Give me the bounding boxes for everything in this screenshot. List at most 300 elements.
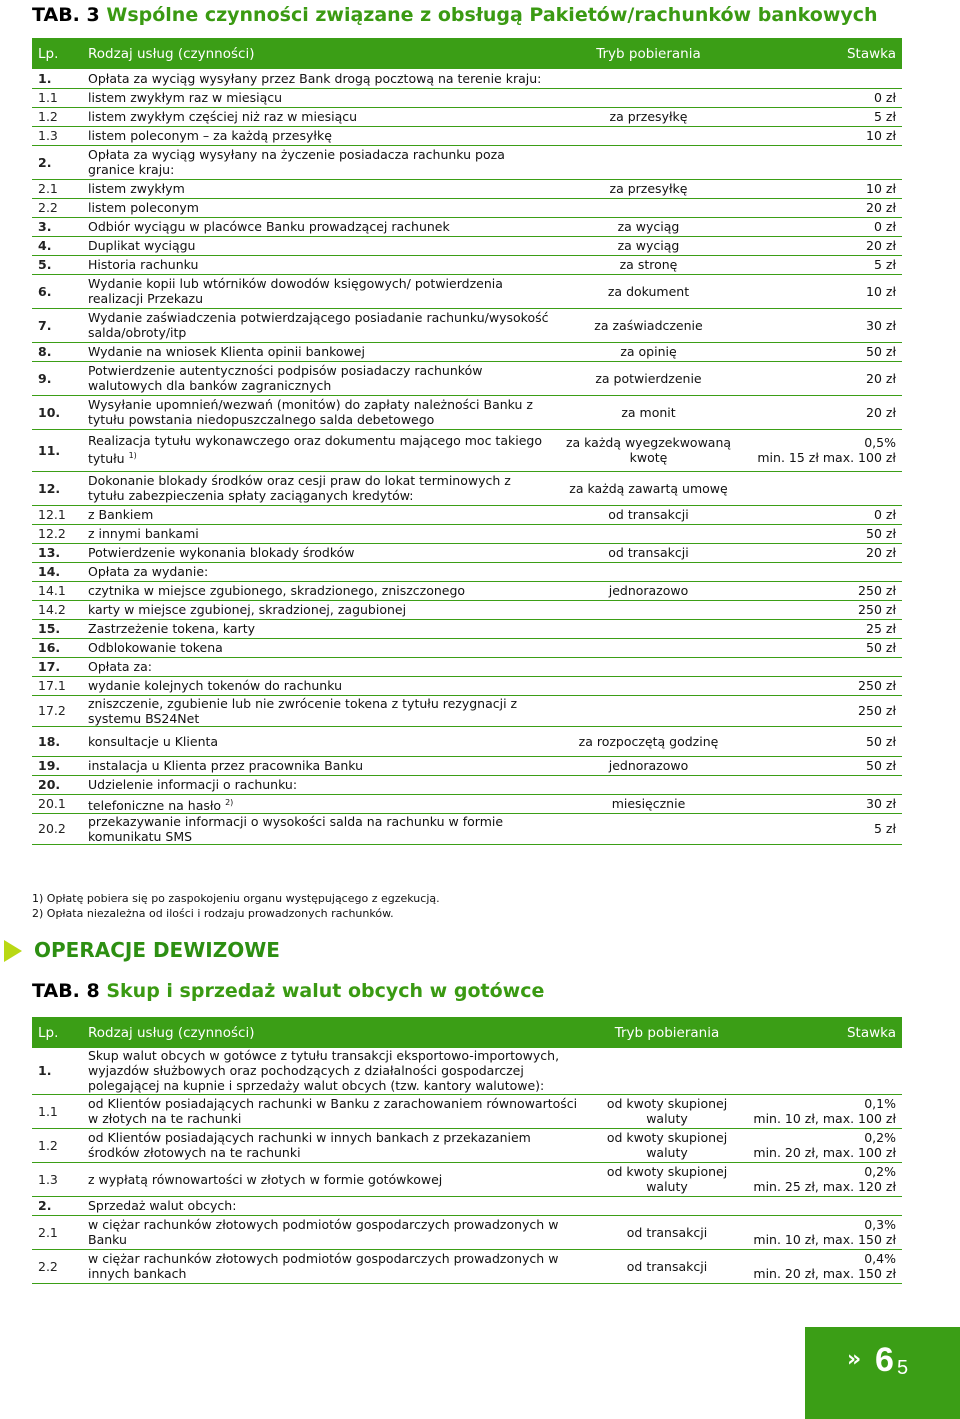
row-mode <box>557 88 740 107</box>
table-row <box>32 1094 902 1128</box>
row-rate-value: 10 zł <box>866 181 896 196</box>
row-mode: za przesyłkę <box>557 107 740 126</box>
row-lp: 17.1 <box>32 676 82 695</box>
row-rate-value: 0,5% <box>864 435 896 450</box>
row-lp: 3. <box>32 217 82 236</box>
row-mode: za stronę <box>557 255 740 274</box>
row-mode: za zaświadczenie <box>557 308 740 342</box>
row-lp: 6. <box>32 274 82 308</box>
row-service <box>82 813 557 844</box>
row-rate <box>740 69 902 88</box>
row-mode: od kwoty skupionej waluty <box>592 1128 742 1162</box>
row-rate <box>740 524 902 543</box>
row-lp: 20.2 <box>32 813 82 844</box>
table-row <box>32 581 902 600</box>
row-service <box>82 145 557 179</box>
table-row <box>32 107 902 126</box>
row-rate-value: 30 zł <box>866 317 896 333</box>
row-service <box>82 1048 592 1094</box>
row-mode <box>557 69 740 88</box>
row-service <box>82 581 557 600</box>
row-rate <box>740 775 902 794</box>
row-service <box>82 395 557 429</box>
row-mode <box>557 638 740 657</box>
row-rate <box>742 1249 902 1283</box>
row-rate-value: 10 zł <box>866 283 896 299</box>
table-3-number: TAB. 3 <box>32 4 100 26</box>
row-service-text: Skup walut obcych w gotówce z tytułu transakcji eksportowo-importowych, wyjazdów służbowych oraz pochodzących z działalności gospodarczej polegającej na kupnie i sprzedaży walut obcych (tzw. kantory walutowe): <box>88 1048 560 1094</box>
row-service-text: zniszczenie, zgubienie lub nie zwrócenie tokena z tytułu rezygnacji z systemu BS24Net <box>88 695 518 726</box>
row-rate-value: 250 zł <box>858 678 896 693</box>
footnote-1: 1) Opłatę pobiera się po zaspokojeniu organu występującego z egzekucją. <box>32 892 440 905</box>
row-service <box>82 1094 592 1128</box>
row-lp: 5. <box>32 255 82 274</box>
table-row <box>32 619 902 638</box>
row-lp: 15. <box>32 619 82 638</box>
row-rate-value: 0,1% <box>864 1096 896 1111</box>
table-row <box>32 395 902 429</box>
row-rate <box>740 638 902 657</box>
row-service <box>82 1162 592 1196</box>
table-row <box>32 1196 902 1215</box>
table-row <box>32 1048 902 1094</box>
row-service-text: Odbiór wyciągu w placówce Banku prowadzącej rachunek <box>88 219 450 234</box>
footnote-marker: 2) <box>225 797 234 807</box>
row-mode: za każdą zawartą umowę <box>557 471 740 505</box>
row-rate <box>740 619 902 638</box>
col-service-header: Rodzaj usług (czynności) <box>82 38 557 69</box>
row-lp: 7. <box>32 308 82 342</box>
table-row <box>32 775 902 794</box>
row-rate-limits: min. 20 zł, max. 150 zł <box>753 1266 896 1281</box>
footnote-2: 2) Opłata niezależna od ilości i rodzaju prowadzonych rachunków. <box>32 907 394 920</box>
table-row <box>32 1162 902 1196</box>
col-service-header: Rodzaj usług (czynności) <box>82 1017 592 1048</box>
row-service-text: od Klientów posiadających rachunki w innych bankach z przekazaniem środków złotowych na te rachunki <box>88 1130 531 1160</box>
row-mode: za wyciąg <box>557 236 740 255</box>
table-8-header-row <box>32 1017 902 1048</box>
row-lp: 1.3 <box>32 1162 82 1196</box>
row-service <box>82 69 557 88</box>
row-lp: 20.1 <box>32 794 82 813</box>
row-rate <box>740 756 902 775</box>
row-rate <box>740 600 902 619</box>
row-service-text: Realizacja tytułu wykonawczego oraz dokumentu mającego moc takiego tytułu <box>88 433 542 467</box>
row-rate-value: 5 zł <box>873 821 896 837</box>
row-rate <box>740 581 902 600</box>
row-lp: 2.2 <box>32 1249 82 1283</box>
row-service <box>82 198 557 217</box>
row-lp: 1.1 <box>32 88 82 107</box>
row-mode: od transakcji <box>592 1249 742 1283</box>
row-service-text: Opłata za wyciąg wysyłany przez Bank drogą pocztową na terenie kraju: <box>88 70 542 86</box>
table-row <box>32 600 902 619</box>
row-service-text: Opłata za: <box>88 659 152 674</box>
table-row <box>32 1128 902 1162</box>
table-row <box>32 1249 902 1283</box>
row-rate <box>740 505 902 524</box>
row-mode <box>557 198 740 217</box>
row-rate-limits: min. 10 zł, max. 150 zł <box>753 1232 896 1247</box>
row-service-text: Wydanie kopii lub wtórników dowodów księgowych/ potwierdzenia realizacji Przekazu <box>88 276 503 306</box>
row-lp: 19. <box>32 756 82 775</box>
row-service <box>82 1196 592 1215</box>
row-service-text: listem zwykłym raz w miesiącu <box>88 90 283 105</box>
row-mode <box>592 1196 742 1215</box>
row-rate-value: 20 zł <box>866 238 896 253</box>
row-mode: za przesyłkę <box>557 179 740 198</box>
table-row <box>32 274 902 308</box>
row-lp: 11. <box>32 429 82 471</box>
row-mode <box>557 657 740 676</box>
row-service <box>82 274 557 308</box>
row-mode <box>557 695 740 726</box>
row-rate-value: 250 zł <box>858 703 896 718</box>
row-mode <box>557 600 740 619</box>
table-row <box>32 342 902 361</box>
row-rate-value: 0,2% <box>864 1130 896 1145</box>
section-arrow-icon <box>4 940 22 962</box>
row-rate-limits: min. 25 zł, max. 120 zł <box>753 1179 896 1194</box>
row-lp: 1.1 <box>32 1094 82 1128</box>
row-mode: od transakcji <box>557 505 740 524</box>
table-8-body <box>32 1048 902 1283</box>
row-rate-value: 0 zł <box>873 90 896 105</box>
row-rate <box>740 236 902 255</box>
row-lp: 13. <box>32 543 82 562</box>
row-service <box>82 255 557 274</box>
row-lp: 2.2 <box>32 198 82 217</box>
row-service <box>82 562 557 581</box>
row-rate <box>740 274 902 308</box>
table-row <box>32 657 902 676</box>
footnote-marker: 1) <box>128 451 137 461</box>
row-rate-value: 0 zł <box>873 507 896 522</box>
row-service <box>82 756 557 775</box>
row-lp: 14.1 <box>32 581 82 600</box>
row-rate <box>740 726 902 756</box>
row-service-text: Zastrzeżenie tokena, karty <box>88 621 256 636</box>
row-lp: 4. <box>32 236 82 255</box>
table-row <box>32 88 902 107</box>
table-row <box>32 524 902 543</box>
col-rate-header: Stawka <box>740 38 902 69</box>
row-rate <box>740 88 902 107</box>
row-rate <box>740 255 902 274</box>
row-lp: 1. <box>32 69 82 88</box>
row-rate-value: 250 zł <box>858 583 896 598</box>
row-service <box>82 126 557 145</box>
row-service <box>82 695 557 726</box>
row-mode: od transakcji <box>557 543 740 562</box>
table-row <box>32 361 902 395</box>
row-mode <box>557 524 740 543</box>
row-lp: 12.1 <box>32 505 82 524</box>
table-row <box>32 69 902 88</box>
row-service-text: Odblokowanie tokena <box>88 640 223 655</box>
row-service <box>82 88 557 107</box>
table-8-title <box>32 980 544 1002</box>
row-service-text: Wydanie na wniosek Klienta opinii bankowej <box>88 344 365 359</box>
row-rate-value: 0,3% <box>864 1217 896 1232</box>
row-rate-value: 0 zł <box>873 219 896 234</box>
row-lp: 2.1 <box>32 1215 82 1249</box>
row-rate <box>742 1196 902 1215</box>
row-service-text: konsultacje u Klienta <box>88 733 219 749</box>
row-lp: 20. <box>32 775 82 794</box>
row-service <box>82 775 557 794</box>
row-mode: od transakcji <box>592 1215 742 1249</box>
row-lp: 12.2 <box>32 524 82 543</box>
row-mode: od kwoty skupionej waluty <box>592 1162 742 1196</box>
row-mode <box>557 676 740 695</box>
row-rate <box>740 198 902 217</box>
row-rate-limits: min. 10 zł, max. 100 zł <box>753 1111 896 1126</box>
row-service <box>82 308 557 342</box>
row-service-text: Opłata za wydanie: <box>88 564 209 579</box>
row-service <box>82 676 557 695</box>
table-8 <box>32 1017 902 1284</box>
row-lp: 8. <box>32 342 82 361</box>
row-rate <box>740 361 902 395</box>
row-lp: 14. <box>32 562 82 581</box>
row-service <box>82 1249 592 1283</box>
row-rate <box>740 179 902 198</box>
table-3-body <box>32 69 902 844</box>
row-rate-value: 0,2% <box>864 1164 896 1179</box>
row-rate-value: 10 zł <box>866 128 896 143</box>
row-service-text: listem zwykłym częściej niż raz w miesiącu <box>88 109 358 124</box>
row-rate-value: 5 zł <box>873 257 896 272</box>
row-mode: jednorazowo <box>557 756 740 775</box>
row-service-text: Wydanie zaświadczenia potwierdzającego posiadanie rachunku/wysokość salda/obroty/itp <box>88 310 549 340</box>
table-8-number: TAB. 8 <box>32 980 100 1002</box>
row-rate-value: 20 zł <box>866 545 896 560</box>
row-mode <box>557 775 740 794</box>
row-service-text: w ciężar rachunków złotowych podmiotów gospodarczych prowadzonych w Banku <box>88 1217 559 1247</box>
col-lp-header: Lp. <box>32 1017 82 1048</box>
row-mode: za rozpoczętą godzinę <box>557 726 740 756</box>
row-service-text: od Klientów posiadających rachunki w Banku z zarachowaniem równowartości w złotych na te rachunki <box>88 1096 578 1126</box>
row-rate-value: 30 zł <box>866 796 896 812</box>
row-service <box>82 217 557 236</box>
row-service-text: listem poleconym – za każdą przesyłkę <box>88 128 332 143</box>
table-row <box>32 308 902 342</box>
row-service <box>82 726 557 756</box>
row-rate <box>740 395 902 429</box>
row-rate-value: 5 zł <box>873 109 896 124</box>
row-lp: 1. <box>32 1048 82 1094</box>
table-row <box>32 695 902 726</box>
table-row <box>32 126 902 145</box>
row-rate-value: 25 zł <box>866 621 896 636</box>
row-lp: 1.2 <box>32 107 82 126</box>
table-row <box>32 638 902 657</box>
row-service <box>82 794 557 813</box>
page-sub-number: 5 <box>897 1357 909 1379</box>
row-rate <box>740 657 902 676</box>
row-rate <box>742 1048 902 1094</box>
row-service-text: listem zwykłym <box>88 181 185 196</box>
table-row <box>32 429 902 471</box>
row-rate <box>740 695 902 726</box>
row-service-text: Dokonanie blokady środków oraz cesji praw do lokat terminowych z tytułu zabezpieczenia spłaty zaciąganych kredytów: <box>88 473 511 503</box>
row-service <box>82 505 557 524</box>
table-row <box>32 1215 902 1249</box>
row-mode: za dokument <box>557 274 740 308</box>
col-mode-header: Tryb pobierania <box>557 38 740 69</box>
row-rate <box>740 145 902 179</box>
row-rate-limits: min. 20 zł, max. 100 zł <box>753 1145 896 1160</box>
row-service-text: Opłata za wyciąg wysyłany na życzenie posiadacza rachunku poza granice kraju: <box>88 147 505 177</box>
row-mode: jednorazowo <box>557 581 740 600</box>
row-service-text: z innymi bankami <box>88 526 199 541</box>
row-rate <box>742 1162 902 1196</box>
row-lp: 9. <box>32 361 82 395</box>
row-mode: miesięcznie <box>557 794 740 813</box>
table-row <box>32 236 902 255</box>
row-rate-value: 20 zł <box>866 404 896 420</box>
row-rate-value: 50 zł <box>866 344 896 359</box>
row-lp: 2. <box>32 1196 82 1215</box>
table-3-title <box>32 4 878 26</box>
row-rate <box>740 813 902 844</box>
row-service <box>82 107 557 126</box>
row-mode <box>557 562 740 581</box>
row-service-text: Potwierdzenie wykonania blokady środków <box>88 545 355 560</box>
table-row <box>32 543 902 562</box>
row-service <box>82 600 557 619</box>
row-rate <box>740 342 902 361</box>
row-rate-value: 20 zł <box>866 370 896 386</box>
row-lp: 18. <box>32 726 82 756</box>
row-mode: za potwierdzenie <box>557 361 740 395</box>
row-service-text: z wypłatą równowartości w złotych w formie gotówkowej <box>88 1171 443 1187</box>
row-rate-limits: min. 15 zł max. 100 zł <box>757 450 896 465</box>
row-mode <box>557 619 740 638</box>
row-service <box>82 543 557 562</box>
row-rate <box>740 676 902 695</box>
row-service <box>82 179 557 198</box>
table-row <box>32 794 902 813</box>
row-mode <box>557 813 740 844</box>
row-service-text: telefoniczne na hasło <box>88 797 222 813</box>
table-row <box>32 676 902 695</box>
row-service-text: Historia rachunku <box>88 257 199 272</box>
row-rate <box>740 794 902 813</box>
page-number: 6 <box>875 1341 894 1379</box>
row-service-text: Sprzedaż walut obcych: <box>88 1198 237 1213</box>
section-title: OPERACJE DEWIZOWE <box>34 938 280 962</box>
row-rate <box>740 543 902 562</box>
table-row <box>32 726 902 756</box>
row-mode: za każdą wyegzekwowaną kwotę <box>557 429 740 471</box>
table-3-heading: Wspólne czynności związane z obsługą Pakietów/rachunków bankowych <box>106 4 878 26</box>
row-rate <box>740 562 902 581</box>
row-service-text: przekazywanie informacji o wysokości salda na rachunku w formie komunikatu SMS <box>88 813 504 844</box>
row-service <box>82 619 557 638</box>
row-service <box>82 638 557 657</box>
row-rate <box>740 107 902 126</box>
table-row <box>32 255 902 274</box>
row-service-text: z Bankiem <box>88 507 154 522</box>
row-mode: za wyciąg <box>557 217 740 236</box>
row-rate <box>740 471 902 505</box>
row-rate-value: 50 zł <box>866 758 896 773</box>
row-service <box>82 657 557 676</box>
row-service <box>82 1215 592 1249</box>
row-service-text: Wysyłanie upomnień/wezwań (monitów) do zapłaty należności Banku z tytułu powstania niedopuszczalnego salda debetowego <box>88 397 533 427</box>
row-mode: od kwoty skupionej waluty <box>592 1094 742 1128</box>
row-lp: 2.1 <box>32 179 82 198</box>
table-row <box>32 145 902 179</box>
table-row <box>32 471 902 505</box>
row-mode: za monit <box>557 395 740 429</box>
row-lp: 1.2 <box>32 1128 82 1162</box>
row-service-text: Udzielenie informacji o rachunku: <box>88 777 298 792</box>
row-lp: 17. <box>32 657 82 676</box>
row-service <box>82 1128 592 1162</box>
row-service-text: Duplikat wyciągu <box>88 238 196 253</box>
row-rate <box>740 217 902 236</box>
table-3 <box>32 38 902 845</box>
row-rate <box>740 429 902 471</box>
row-service-text: wydanie kolejnych tokenów do rachunku <box>88 678 343 693</box>
row-service <box>82 342 557 361</box>
row-lp: 17.2 <box>32 695 82 726</box>
row-service <box>82 429 557 471</box>
row-rate <box>740 126 902 145</box>
row-mode <box>557 145 740 179</box>
row-service-text: w ciężar rachunków złotowych podmiotów gospodarczych prowadzonych w innych bankach <box>88 1251 559 1281</box>
table-8-heading: Skup i sprzedaż walut obcych w gotówce <box>106 980 545 1002</box>
row-service-text: instalacja u Klienta przez pracownika Banku <box>88 758 364 773</box>
table-row <box>32 179 902 198</box>
row-rate <box>742 1094 902 1128</box>
row-service-text: Potwierdzenie autentyczności podpisów posiadaczy rachunków walutowych dla banków zagranicznych <box>88 363 483 393</box>
row-lp: 14.2 <box>32 600 82 619</box>
table-row <box>32 198 902 217</box>
row-rate-value: 50 zł <box>866 640 896 655</box>
row-rate-value: 50 zł <box>866 733 896 749</box>
row-rate <box>742 1215 902 1249</box>
row-lp: 12. <box>32 471 82 505</box>
row-mode <box>557 126 740 145</box>
row-service-text: czytnika w miejsce zgubionego, skradzionego, zniszczonego <box>88 583 466 598</box>
row-mode: za opinię <box>557 342 740 361</box>
table-3-header-row <box>32 38 902 69</box>
row-service <box>82 361 557 395</box>
row-service <box>82 236 557 255</box>
table-row <box>32 756 902 775</box>
row-service <box>82 471 557 505</box>
row-service-text: karty w miejsce zgubionej, skradzionej, zagubionej <box>88 602 407 617</box>
row-rate-value: 250 zł <box>858 602 896 617</box>
col-lp-header: Lp. <box>32 38 82 69</box>
table-row <box>32 562 902 581</box>
row-rate <box>740 308 902 342</box>
row-lp: 10. <box>32 395 82 429</box>
row-lp: 2. <box>32 145 82 179</box>
row-lp: 16. <box>32 638 82 657</box>
col-rate-header: Stawka <box>742 1017 902 1048</box>
page-number-box <box>805 1327 960 1419</box>
row-service <box>82 524 557 543</box>
chevron-icon: » <box>847 1347 862 1372</box>
table-row <box>32 217 902 236</box>
table-row <box>32 813 902 844</box>
row-rate-value: 50 zł <box>866 526 896 541</box>
